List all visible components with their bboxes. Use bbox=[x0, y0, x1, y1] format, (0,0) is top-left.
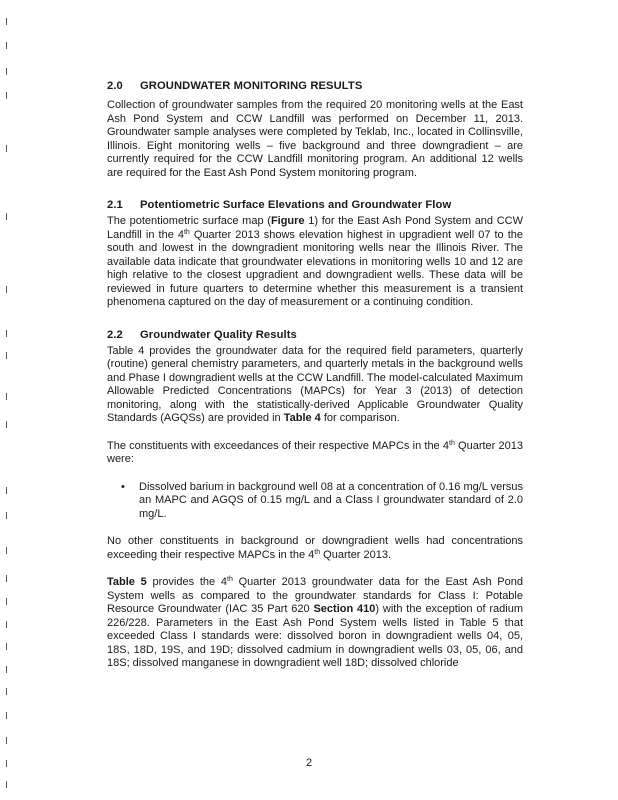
section-title: GROUNDWATER MONITORING RESULTS bbox=[140, 80, 363, 92]
paragraph-table4: Table 4 provides the groundwater data for the required field parameters, quarterly (routine) general chemistry parameters, and quarterly metals in the background wells and Phase I downgradient wells at the CCW Landfill. The model-calculated Maximum Allowable Predicted Concentrations (MAPCs) for Year 3 (2013) of detection monitoring, along with the statistically-derived Applicable Groundwater Quality Standards (AGQSs) are provided in Table 4 for comparison. bbox=[107, 344, 523, 424]
paragraph-table5: Table 5 provides the 4th Quarter 2013 groundwater data for the East Ash Pond System wells as compared to the groundwater standards for Class I: Potable Resource Groundwater (IAC 35 Part 620 Section 410) with the exception of radium 226/228. Parameters in the East Ash Pond System wells listed in Table 5 that exceeded Class I standards were: dissolved boron in downgradient wells 04, 05, 18S, 18D, 19S, and 19D; dissolved cadmium in downgradient wells 03, 05, 06, and 18S; dissolved manganese in downgradient well 18D; dissolved chloride bbox=[107, 576, 524, 669]
section-number: 2.1 bbox=[107, 199, 123, 211]
paragraph-collection: Collection of groundwater samples from the required 20 monitoring wells at the East Ash Pond System and CCW Landfill was performed on December 11, 2013. Groundwater sample analyses were completed by Teklab, Inc., located in Collinsville, Illinois. Eight monitoring wells – five background and three downgradient – are currently required for the CCW Landfill monitoring program. An additional 12 wells are required for the East Ash Pond System monitoring program. bbox=[107, 99, 523, 179]
section-heading-2-2 bbox=[107, 328, 523, 343]
section-heading-2-0 bbox=[107, 79, 523, 94]
document-body bbox=[107, 79, 523, 671]
paragraph-exceedances-intro: The constituents with exceedances of their respective MAPCs in the 4th Quarter 2013 were: bbox=[107, 439, 524, 465]
table-reference: Table 5 bbox=[107, 576, 147, 588]
section-number: 2.0 bbox=[107, 80, 123, 92]
section-reference: Section 410 bbox=[313, 603, 376, 615]
table-reference: Table 4 bbox=[283, 412, 321, 424]
scan-margin-marks bbox=[0, 0, 16, 800]
figure-reference: Figure bbox=[270, 215, 305, 227]
page-number: 2 bbox=[305, 757, 313, 769]
bullet-item-barium: • Dissolved barium in background well 08 at a concentration of 0.16 mg/L versus an MAPC and AGQS of 0.15 mg/L and a Class I groundwater standard of 2.0 mg/L. bbox=[121, 480, 523, 520]
section-title: Groundwater Quality Results bbox=[140, 328, 297, 341]
bullet-icon: • bbox=[121, 480, 125, 493]
paragraph-potentiometric: The potentiometric surface map (Figure 1) for the East Ash Pond System and CCW Landfill in the 4th Quarter 2013 shows elevation highest in upgradient well 07 to the south and lowest in the downgradient monitoring wells near the Illinois River. The available data indicate that groundwater elevations in monitoring wells 10 and 12 are high relative to the closest upgradient and downgradient wells. These data will be reviewed in future quarters to determine whether this measurement is a transient phenomena captured on the day of measurement or a continuing condition. bbox=[107, 215, 524, 308]
section-title: Potentiometric Surface Elevations and Groundwater Flow bbox=[140, 199, 452, 211]
section-number: 2.2 bbox=[107, 328, 123, 341]
paragraph-no-other: No other constituents in background or downgradient wells had concentrations exceeding their respective MAPCs in the 4th Quarter 2013. bbox=[107, 535, 523, 561]
section-heading-2-1 bbox=[107, 198, 523, 213]
